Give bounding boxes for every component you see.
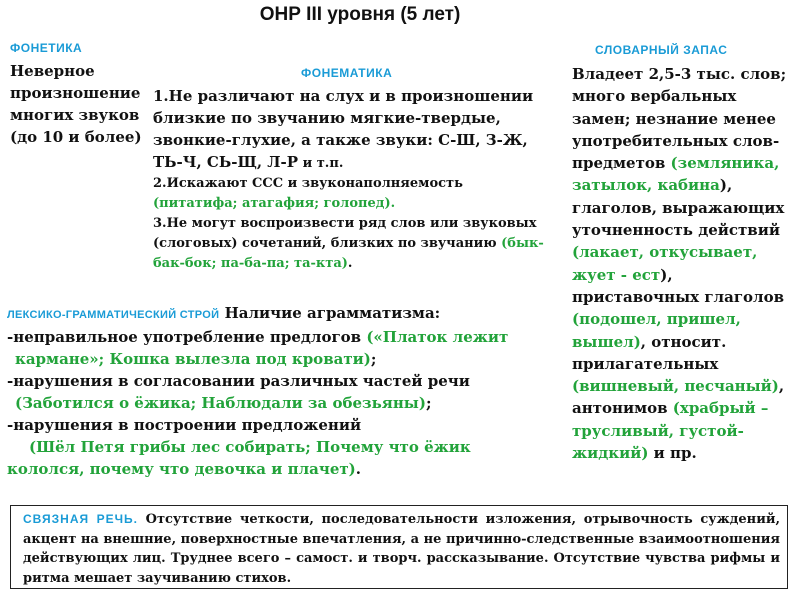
leksiko-bullet: -нарушения в построении предложений [7, 416, 362, 434]
slovar-line: глаголов, выражающих [572, 198, 785, 217]
slovar-text-part: ), [719, 176, 733, 195]
leksiko-header: ЛЕКСИКО-ГРАММАТИЧЕСКИЙ СТРОЙ [7, 309, 220, 321]
slovar-line [572, 375, 796, 397]
slovar-example: жидкий) [572, 444, 649, 463]
bullet-end: ; [370, 350, 377, 368]
fonetika-line: многих звуков [10, 106, 140, 124]
leksiko-bullet-cont: (Шёл Петя грибы лес собирать; Почему что ёжик [29, 438, 471, 456]
leksiko-intro: Наличие аграмматизма: [219, 304, 441, 322]
slovar-example: (земляника, [670, 154, 780, 173]
fonetika-text [10, 60, 145, 148]
bullet-example: (Заботился о ёжика; Наблюдали за обезьяны) [15, 394, 426, 412]
slovar-header: СЛОВАРНЫЙ ЗАПАС [595, 43, 728, 57]
slovar-line: много вербальных [572, 87, 737, 106]
slovar-line: уточненность действий [572, 221, 780, 240]
fonetika-line: произношение [10, 84, 141, 102]
fonematika-p3-line: 3.Не могут воспроизвести ряд слов или звуковых [153, 216, 537, 231]
slovar-example: вышел) [572, 332, 641, 351]
p3-end: . [347, 256, 353, 271]
p3-text: (слоговых) сочетаний, близких по звучанию [153, 236, 497, 251]
fonetika-line: Неверное [10, 62, 95, 80]
bullet-example: кололся, почему что девочка и плачет) [7, 460, 356, 478]
slovar-line [572, 264, 796, 286]
leksiko-section [7, 302, 567, 480]
p3-example: бак-бок; па-ба-па; та-кта) [153, 256, 348, 271]
leksiko-bullet-cont [7, 348, 567, 370]
slovar-line [572, 174, 796, 196]
slovar-line: замен; незнание менее [572, 109, 776, 128]
slovar-line: приставочных глаголов [572, 287, 785, 306]
page-title: ОНР III уровня (5 лет) [259, 4, 461, 25]
slovar-text-part: , относит. [640, 332, 727, 351]
slovar-line [572, 397, 796, 419]
slovar-line: (подошел, пришел, [572, 310, 741, 329]
svyaznaya-body: Отсутствие четкости, последовательности изложения, отрывочность суждений, акцент на внешние, поверхностные впечатления, а не причинно-следственные взаимоотношения действующих лиц. Труднее всего – самост. и творч. рассказывание. Отсутствие чувства рифмы и ритма мешает заучиванию стихов. [23, 512, 780, 586]
svyaznaya-text [23, 510, 780, 588]
fonematika-p3-line [153, 234, 568, 254]
slovar-example: жует - ест [572, 265, 661, 284]
sound-pairs: ТЬ-Ч, СЬ-Щ, Л-Р [153, 153, 299, 171]
slovar-example: (вишневый, песчаный) [572, 377, 779, 396]
fonetika-line: (до 10 и более) [10, 128, 142, 146]
p3-example: (бык- [496, 236, 544, 251]
slovar-line [572, 331, 796, 353]
leksiko-bullet-cont [7, 392, 567, 414]
slovar-line [572, 442, 796, 464]
bullet-example: кармане»; Кошка вылезла под кровати) [15, 350, 371, 368]
slovar-line: употребительных слов- [572, 131, 780, 150]
slovar-line: (лакает, откусывает, [572, 243, 758, 262]
fonematika-p1-line [153, 151, 568, 174]
bullet-example: («Платок лежит [366, 328, 509, 346]
slovar-text-part: , [778, 377, 785, 396]
slovar-line: прилагательных [572, 354, 719, 373]
leksiko-intro-line [7, 302, 567, 326]
slovar-example: (храбрый – [672, 399, 769, 418]
slovar-line: Владеет 2,5-3 тыс. слов; [572, 65, 787, 83]
fonematika-header: ФОНЕМАТИКА [301, 66, 393, 80]
leksiko-bullet [7, 326, 567, 348]
slovar-text-part: ), [660, 265, 673, 284]
fonematika-p1-line: звонкие-глухие, а также звуки: С-Ш, З-Ж, [153, 131, 528, 149]
fonematika-text [153, 85, 568, 274]
slovar-text-part: антонимов [572, 399, 673, 418]
fonematika-p2-line: 2.Искажают ССС и звуконаполняемость [153, 176, 463, 191]
bullet-end: ; [425, 394, 432, 412]
slovar-text-part: предметов [572, 154, 671, 173]
leksiko-bullet-cont [7, 458, 567, 480]
fonematika-p3-line [153, 254, 568, 274]
slovar-text-part: и пр. [648, 444, 697, 463]
fonematika-p1-line: 1.Не различают на слух и в произношении [153, 87, 534, 105]
slovar-text [572, 63, 796, 464]
fonematika-p2-example: (питатифа; атагафия; голопед). [153, 196, 396, 211]
fonetika-header: ФОНЕТИКА [10, 41, 83, 55]
bullet-text: -неправильное употребление предлогов [7, 328, 367, 346]
slovar-example: затылок, кабина [572, 176, 720, 195]
fonematika-p1-line: близкие по звучанию мягкие-твердые, [153, 109, 501, 127]
leksiko-bullet: -нарушения в согласовании различных частей речи [7, 372, 470, 390]
etc-note: и т.п. [298, 156, 344, 171]
bullet-end: . [355, 460, 362, 478]
slovar-line: трусливый, густой- [572, 421, 744, 440]
slovar-line [572, 152, 796, 174]
svyaznaya-header: СВЯЗНАЯ РЕЧЬ. [23, 512, 138, 526]
